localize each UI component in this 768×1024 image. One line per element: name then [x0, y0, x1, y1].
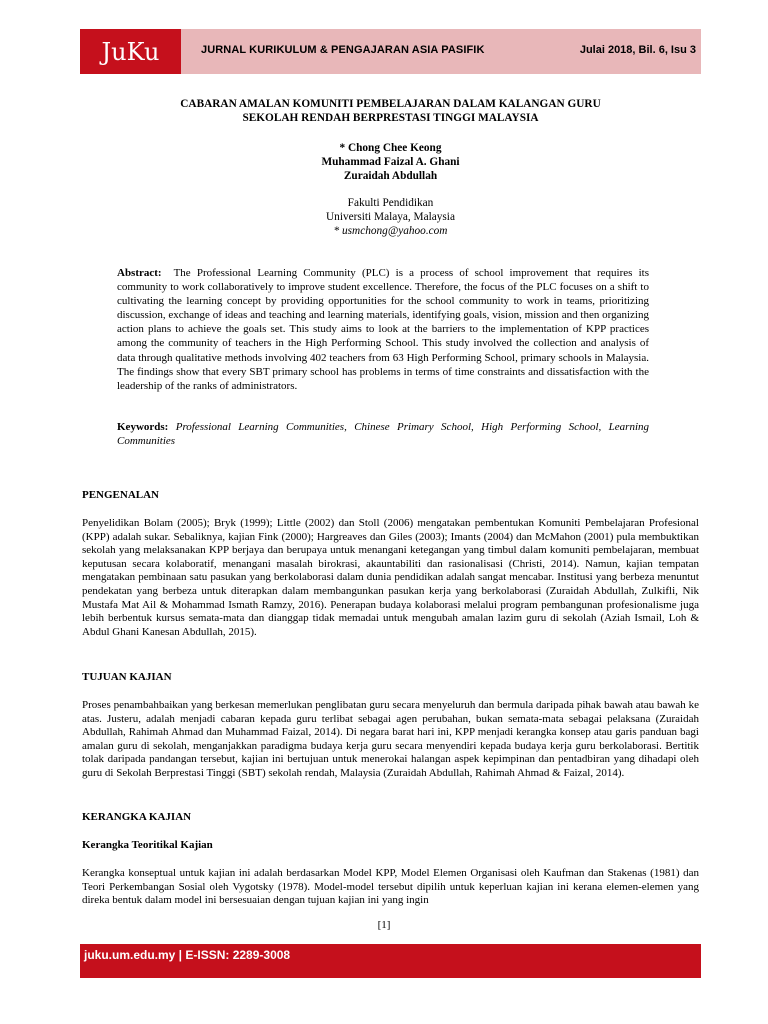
section-heading-tujuan: TUJUAN KAJIAN — [82, 671, 172, 683]
abstract-label: Abstract: — [117, 267, 162, 279]
author: Zuraidah Abdullah — [343, 170, 438, 182]
journal-name: JURNAL KURIKULUM & PENGAJARAN ASIA PASIFIK — [201, 44, 485, 56]
abstract — [117, 266, 649, 393]
issue-info: Julai 2018, Bil. 6, Isu 3 — [579, 44, 696, 56]
section-text-tujuan: Proses penambahbaikan yang berkesan memerlukan penglibatan guru secara menyeluruh dan bermula daripada pihak bawah atau bawah ke atas. Justeru, adalah menjadi cabaran kepada guru terlibat sebagai agen perubahan, bukan semata-mata sebagai pelaksana (Zuraidah Abdullah, Rahimah Ahmad dan Muhammad Faizal, 2014). Di negara barat hari ini, KPP menjadi kerangka konsep atau garis panduan bagi amalan guru di sekolah, menganjakkan paradigma budaya kerja guru secara menyendiri kepada budaya kerja guru berkolaborasi. Bertitik tolak daripada pandangan tersebut, kajian ini bertujuan untuk menerokai halangan aspek kepimpinan dan pentadbiran yang dihadapi oleh guru di Sekolah Berprestasi Tinggi (SBT) sekolah rendah, Malaysia (Zuraidah Abdullah, Rahimah Ahmad & Faizal, 2014). — [82, 699, 699, 779]
author-list — [80, 141, 701, 183]
journal-logo — [80, 29, 181, 74]
author-email: * usmchong@yahoo.com — [333, 225, 448, 237]
section-heading-kerangka: KERANGKA KAJIAN — [82, 811, 192, 823]
title-line: CABARAN AMALAN KOMUNITI PEMBELAJARAN DALAM KALANGAN GURU — [180, 98, 601, 110]
affiliation — [80, 196, 701, 238]
page-number: [1] — [377, 919, 391, 931]
faculty: Fakulti Pendidikan — [347, 197, 434, 209]
title-line: SEKOLAH RENDAH BERPRESTASI TINGGI MALAYSIA — [242, 112, 539, 124]
keywords — [117, 420, 649, 448]
keywords-label: Keywords: — [117, 421, 169, 433]
logo-text: JuKu — [101, 37, 160, 66]
university: Universiti Malaya, Malaysia — [326, 211, 455, 223]
section-heading-pengenalan: PENGENALAN — [82, 489, 160, 501]
paper-title — [80, 97, 701, 125]
subsection-heading-teoritikal: Kerangka Teoritikal Kajian — [82, 839, 213, 851]
author: * Chong Chee Keong — [339, 142, 442, 154]
footer-link[interactable]: juku.um.edu.my | E-ISSN: 2289-3008 — [84, 948, 291, 962]
author: Muhammad Faizal A. Ghani — [321, 156, 460, 168]
section-text-pengenalan: Penyelidikan Bolam (2005); Bryk (1999); Little (2002) dan Stoll (2006) mengatakan pembentukan Komuniti Pembelajaran Profesional (KPP) adalah sukar. Sebaliknya, kajian Fink (2000); Hargreaves dan Giles (2003); Imants (2004) dan McMahon (2001) pula membuktikan sekolah yang melaksanakan KPP berjaya dan berupaya untuk menangani ketegangan yang timbul dalam komuniti pembelajaran, membuat keputusan secara kolaboratif, menangani masalah birokrasi, akauntabiliti dan rasionalisasi (Christi, 2014). Namun, kajian tempatan mengatakan pembinaan satu pasukan yang berkolaborasi dalam dunia pendidikan adalah sangat mencabar. Institusi yang berbeza menuntut pendekatan yang berbeza untuk diterapkan dalam membangunkan pasukan kerja yang berkolaborasi (Zuraidah Abdullah, Zulkifli, Nik Mustafa Mat Ail & Mohammad Ismath Ramzy, 2016). Penerapan budaya kolaborasi melalui program pembangunan profesionalisme juga lebih berbentuk kursus semata-mata dan dianggap tidak memadai untuk mengubah amalan lazim guru di sekolah (Aziah Ismail, Loh & Abdul Ghani Kanesan Abdullah, 2015). — [82, 517, 699, 638]
section-text-kerangka: Kerangka konseptual untuk kajian ini adalah berdasarkan Model KPP, Model Elemen Organisasi oleh Kaufman dan Stakenas (1981) dan Teori Perkembangan Sosial oleh Vygotsky (1978). Model-model tersebut dipilih untuk keperluan kajian ini kerana elemen-elemen yang direka bentuk dalam model ini bersesuaian dengan tujuan kajian ini yang ingin — [82, 867, 699, 907]
abstract-text: The Professional Learning Community (PLC) is a process of school improvement that requires its community to work collaboratively to improve student excellence. Therefore, the focus of the PLC focuses on a shift to cultivating the learning concept by providing opportunities for the school community to work in teams, prioritizing discussion, exchange of ideas and teaching and learning materials, identifying goals, vision, mission and then organizing action plans to achieve the goals set. This study aims to look at the barriers to the implementation of KPP practices among the community of teachers in the High Performing School. This study involved the collection and analysis of data through qualitative methods involving 402 teachers from 63 High Performing School, primary schools in Malaysia. The findings show that every SBT primary school has problems in terms of time constraints and dissatisfaction with the leadership of the ranks of administrators. — [117, 267, 649, 392]
keywords-text: Professional Learning Communities, Chinese Primary School, High Performing School, Learning Communities — [117, 421, 650, 448]
